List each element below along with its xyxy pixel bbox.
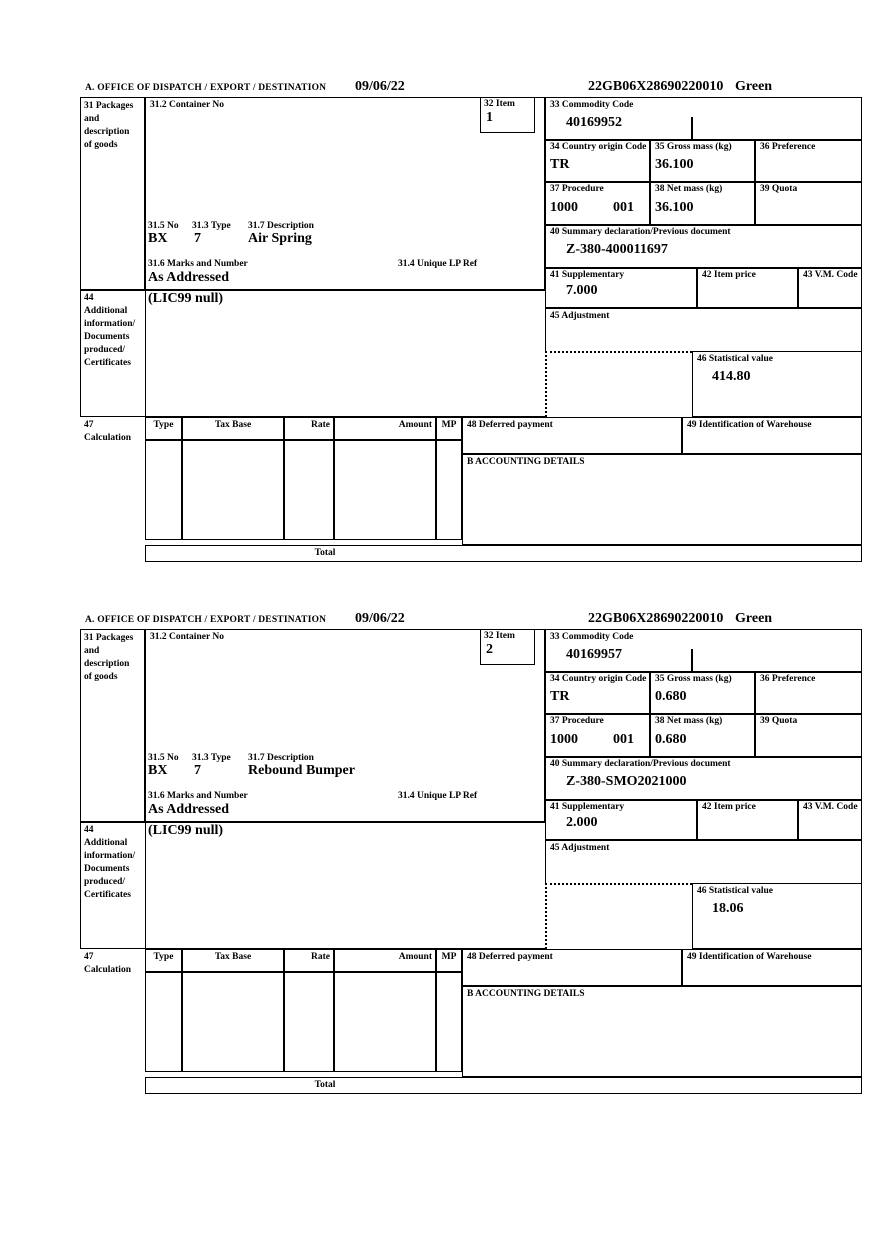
- box-47-label: Calculation: [84, 965, 131, 975]
- package-type-label: 31.3 Type: [192, 753, 231, 763]
- gross-mass-label: 35 Gross mass (kg): [655, 142, 732, 152]
- previous-document-value: Z-380-SMO2021000: [566, 774, 687, 789]
- box-44-label: Additional: [84, 306, 128, 316]
- tax-type-header: Type: [153, 420, 174, 430]
- commodity-code-label: 33 Commodity Code: [550, 632, 634, 642]
- commodity-code-label: 33 Commodity Code: [550, 100, 634, 110]
- box-31-packages: [80, 629, 145, 822]
- dotted-divider-horizontal: [545, 883, 692, 885]
- total-label: Total: [314, 548, 336, 558]
- item-number-value: 1: [486, 110, 493, 125]
- marks-label: 31.6 Marks and Number: [148, 259, 248, 269]
- tax-type-body-cell: [145, 440, 182, 540]
- tax-amount-body-cell: [334, 972, 436, 1072]
- gross-mass-value: 36.100: [655, 157, 694, 172]
- box-31-label: description: [84, 127, 130, 137]
- office-of-dispatch-label: A. OFFICE OF DISPATCH / EXPORT / DESTINATION: [85, 615, 327, 625]
- tax-type-header: Type: [153, 952, 174, 962]
- supplementary-label: 41 Supplementary: [550, 270, 625, 280]
- item-price-label: 42 Item price: [702, 802, 756, 812]
- tax-rate-header: Rate: [311, 952, 330, 962]
- procedure-value: 1000: [550, 732, 578, 747]
- supplementary-value: 2.000: [566, 815, 598, 830]
- box-44-label: Certificates: [84, 358, 131, 368]
- tax-mp-header: MP: [441, 420, 457, 430]
- container-no-label: 31.2 Container No: [150, 100, 224, 110]
- box-44-label: produced/: [84, 345, 126, 355]
- preference-label: 36 Preference: [760, 674, 816, 684]
- gross-mass-value: 0.680: [655, 689, 687, 704]
- tax-amount-body-cell: [334, 440, 436, 540]
- previous-document-label: 40 Summary declaration/Previous document: [550, 227, 731, 237]
- commodity-code-divider: [691, 649, 693, 672]
- adjustment-label: 45 Adjustment: [550, 311, 610, 321]
- supplementary-label: 41 Supplementary: [550, 802, 625, 812]
- quota-label: 39 Quota: [760, 184, 798, 194]
- box-31-label: 31 Packages: [84, 101, 134, 111]
- package-no-value: BX: [148, 231, 168, 246]
- commodity-code-value: 40169952: [566, 115, 622, 130]
- box-44-label: 44: [84, 293, 94, 303]
- tax-amount-header: Amount: [398, 952, 432, 962]
- package-no-label: 31.5 No: [148, 221, 179, 231]
- country-origin-value: TR: [550, 157, 570, 172]
- statistical-value-label: 46 Statistical value: [697, 886, 773, 896]
- tax-mp-body-cell: [436, 440, 462, 540]
- quota-label: 39 Quota: [760, 716, 798, 726]
- declaration-date: 09/06/22: [355, 611, 405, 626]
- warehouse-label: 49 Identification of Warehouse: [687, 420, 812, 430]
- statistical-value: 414.80: [712, 369, 751, 384]
- unique-lp-ref-label: 31.4 Unique LP Ref: [398, 791, 478, 801]
- box-47-label: 47: [84, 952, 94, 962]
- tax-type-body-cell: [145, 972, 182, 1072]
- statistical-value-label: 46 Statistical value: [697, 354, 773, 364]
- box-31-packages: [80, 97, 145, 290]
- unique-lp-ref-label: 31.4 Unique LP Ref: [398, 259, 478, 269]
- tax-rate-header: Rate: [311, 420, 330, 430]
- declaration-reference: 22GB06X28690220010: [588, 611, 724, 626]
- procedure-value: 1000: [550, 200, 578, 215]
- box-44-label: Documents: [84, 332, 130, 342]
- country-origin-label: 34 Country origin Code: [550, 674, 647, 684]
- box-31-label: 31 Packages: [84, 633, 134, 643]
- tax-mp-header: MP: [441, 952, 457, 962]
- box-44-content: [145, 290, 545, 417]
- country-origin-label: 34 Country origin Code: [550, 142, 647, 152]
- dotted-divider-vertical: [545, 351, 547, 417]
- declaration-item-section: [80, 79, 866, 566]
- adjustment-label: 45 Adjustment: [550, 843, 610, 853]
- total-label: Total: [314, 1080, 336, 1090]
- package-no-label: 31.5 No: [148, 753, 179, 763]
- net-mass-value: 36.100: [655, 200, 694, 215]
- box-44-label: Additional: [84, 838, 128, 848]
- box-44-label: information/: [84, 319, 136, 329]
- additional-info-value: (LIC99 null): [148, 291, 224, 306]
- deferred-payment-label: 48 Deferred payment: [467, 420, 553, 430]
- declaration-item-section: [80, 611, 866, 1098]
- tax-rate-body-cell: [284, 972, 334, 1072]
- vm-code-label: 43 V.M. Code: [803, 270, 858, 280]
- net-mass-value: 0.680: [655, 732, 687, 747]
- vm-code-label: 43 V.M. Code: [803, 802, 858, 812]
- accounting-details-label: B ACCOUNTING DETAILS: [467, 457, 585, 467]
- package-type-label: 31.3 Type: [192, 221, 231, 231]
- tax-base-body-cell: [182, 972, 284, 1072]
- item-number-value: 2: [486, 642, 493, 657]
- item-price-label: 42 Item price: [702, 270, 756, 280]
- box-31-label: of goods: [84, 140, 118, 150]
- description-value: Air Spring: [248, 231, 312, 246]
- item-number-label: 32 Item: [484, 631, 515, 641]
- box-44-label: produced/: [84, 877, 126, 887]
- commodity-code-divider: [691, 117, 693, 140]
- box-44-content: [145, 822, 545, 949]
- office-of-dispatch-label: A. OFFICE OF DISPATCH / EXPORT / DESTINATION: [85, 83, 327, 93]
- supplementary-value: 7.000: [566, 283, 598, 298]
- marks-label: 31.6 Marks and Number: [148, 791, 248, 801]
- package-type-value: 7: [194, 231, 201, 246]
- box-44-label: information/: [84, 851, 136, 861]
- box-31-label: and: [84, 646, 100, 656]
- description-label: 31.7 Description: [248, 753, 314, 763]
- marks-value: As Addressed: [148, 270, 230, 285]
- dotted-divider-vertical: [545, 883, 547, 949]
- procedure-label: 37 Procedure: [550, 716, 604, 726]
- box-31-label: of goods: [84, 672, 118, 682]
- previous-document-value: Z-380-400011697: [566, 242, 668, 257]
- previous-document-label: 40 Summary declaration/Previous document: [550, 759, 731, 769]
- procedure-suffix-value: 001: [613, 732, 634, 747]
- routing-status: Green: [735, 611, 773, 626]
- deferred-payment-label: 48 Deferred payment: [467, 952, 553, 962]
- item-number-label: 32 Item: [484, 99, 515, 109]
- preference-label: 36 Preference: [760, 142, 816, 152]
- additional-info-value: (LIC99 null): [148, 823, 224, 838]
- declaration-reference: 22GB06X28690220010: [588, 79, 724, 94]
- description-label: 31.7 Description: [248, 221, 314, 231]
- package-no-value: BX: [148, 763, 168, 778]
- container-no-label: 31.2 Container No: [150, 632, 224, 642]
- commodity-code-value: 40169957: [566, 647, 622, 662]
- tax-rate-body-cell: [284, 440, 334, 540]
- marks-value: As Addressed: [148, 802, 230, 817]
- statistical-value: 18.06: [712, 901, 744, 916]
- box-47-label: 47: [84, 420, 94, 430]
- warehouse-label: 49 Identification of Warehouse: [687, 952, 812, 962]
- routing-status: Green: [735, 79, 773, 94]
- box-44-label: Documents: [84, 864, 130, 874]
- tax-mp-body-cell: [436, 972, 462, 1072]
- box-47-label: Calculation: [84, 433, 131, 443]
- description-value: Rebound Bumper: [248, 763, 355, 778]
- box-31-label: and: [84, 114, 100, 124]
- tax-base-header: Tax Base: [214, 420, 252, 430]
- net-mass-label: 38 Net mass (kg): [655, 184, 723, 194]
- box-44-label: Certificates: [84, 890, 131, 900]
- net-mass-label: 38 Net mass (kg): [655, 716, 723, 726]
- package-type-value: 7: [194, 763, 201, 778]
- country-origin-value: TR: [550, 689, 570, 704]
- dotted-divider-horizontal: [545, 351, 692, 353]
- box-44-label: 44: [84, 825, 94, 835]
- procedure-suffix-value: 001: [613, 200, 634, 215]
- tax-base-header: Tax Base: [214, 952, 252, 962]
- box-31-label: description: [84, 659, 130, 669]
- procedure-label: 37 Procedure: [550, 184, 604, 194]
- gross-mass-label: 35 Gross mass (kg): [655, 674, 732, 684]
- declaration-date: 09/06/22: [355, 79, 405, 94]
- accounting-details-label: B ACCOUNTING DETAILS: [467, 989, 585, 999]
- tax-amount-header: Amount: [398, 420, 432, 430]
- tax-base-body-cell: [182, 440, 284, 540]
